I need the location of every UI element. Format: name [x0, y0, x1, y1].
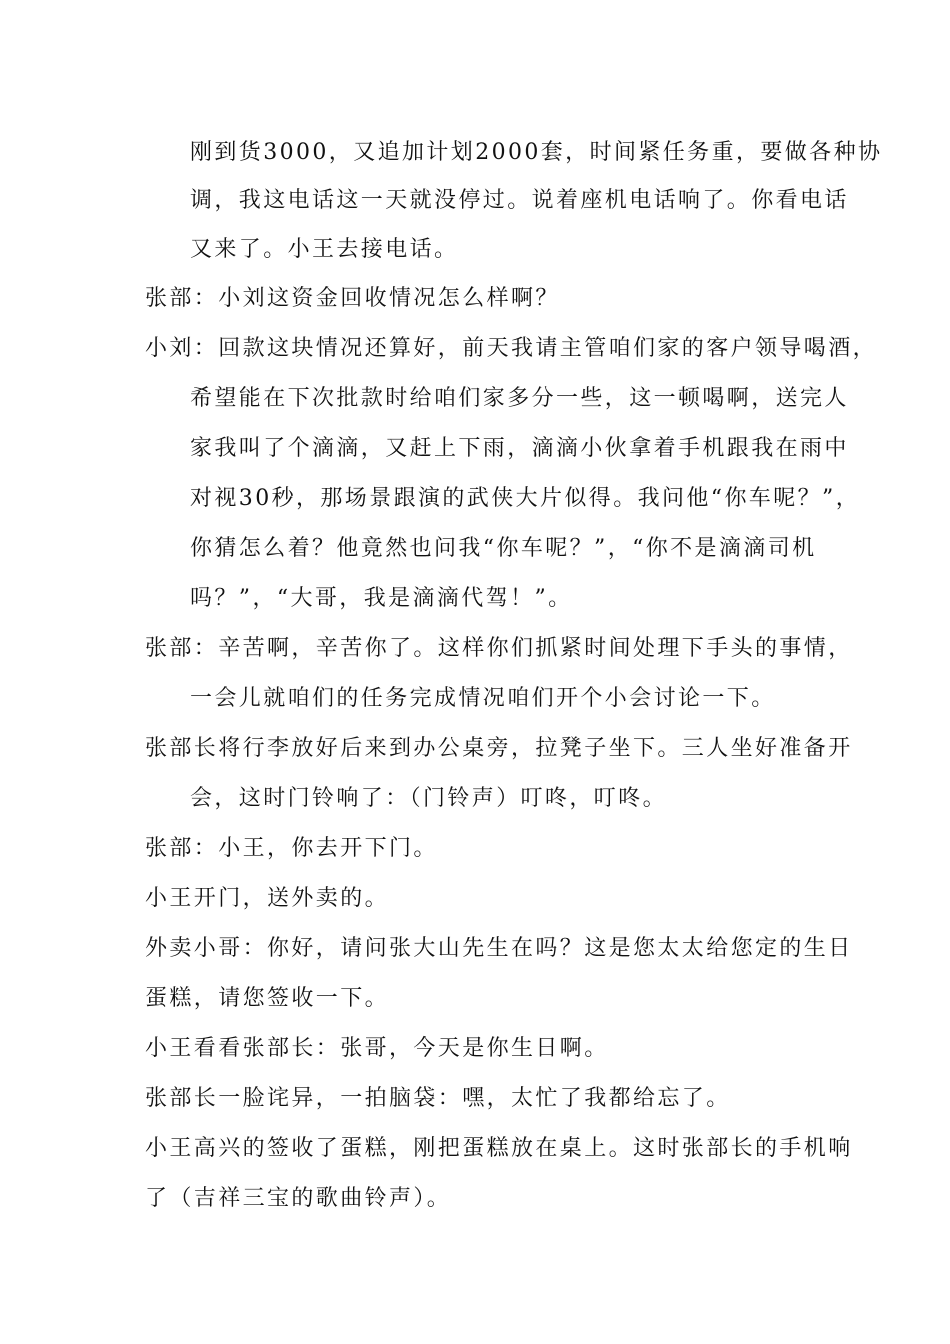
text-line-7: 家我叫了个滴滴，又赶上下雨，滴滴小伙拿着手机跟我在雨中	[190, 436, 849, 461]
text-line-9: 你猜怎么着？他竟然也问我“你车呢？”，“你不是滴滴司机	[190, 536, 817, 561]
text-line-8: 对视30秒，那场景跟演的武侠大片似得。我问他“你车呢？”，	[190, 486, 861, 511]
text-line-2: 调，我这电话这一天就没停过。说着座机电话响了。你看电话	[190, 188, 849, 213]
dialogue-zhangbu-2: 张部：辛苦啊，辛苦你了。这样你们抓紧时间处理下手头的事情，	[145, 636, 853, 661]
dialogue-xiaoliu-1: 小刘：回款这块情况还算好，前天我请主管咱们家的客户领导喝酒，	[145, 336, 878, 361]
text-line-10: 吗？”，“大哥，我是滴滴代驾！”。	[190, 586, 573, 611]
text-line-3: 又来了。小王去接电话。	[190, 237, 459, 262]
text-line-1: 刚到货3000，又追加计划2000套，时间紧任务重，要做各种协	[190, 140, 883, 165]
dialogue-zhangbu-3: 张部：小王，你去开下门。	[145, 836, 438, 861]
narration-3: 小王看看张部长：张哥，今天是你生日啊。	[145, 1036, 609, 1061]
narration-2: 小王开门，送外卖的。	[145, 886, 390, 911]
text-line-18: 蛋糕，请您签收一下。	[145, 986, 390, 1011]
text-line-14: 会，这时门铃响了：（门铃声）叮咚，叮咚。	[190, 786, 668, 811]
narration-1: 张部长将行李放好后来到办公桌旁，拉凳子坐下。三人坐好准备开	[145, 736, 853, 761]
dialogue-zhangbu-1: 张部：小刘这资金回收情况怎么样啊？	[145, 286, 560, 311]
dialogue-delivery: 外卖小哥：你好，请问张大山先生在吗？这是您太太给您定的生日	[145, 936, 853, 961]
text-line-22: 了（吉祥三宝的歌曲铃声）。	[145, 1186, 452, 1211]
narration-5: 小王高兴的签收了蛋糕，刚把蛋糕放在桌上。这时张部长的手机响	[145, 1136, 853, 1161]
text-line-6: 希望能在下次批款时给咱们家多分一些，这一顿喝啊，送完人	[190, 386, 849, 411]
text-line-12: 一会儿就咱们的任务完成情况咱们开个小会讨论一下。	[190, 686, 776, 711]
narration-4: 张部长一脸诧异，一拍脑袋：嘿，太忙了我都给忘了。	[145, 1086, 731, 1111]
